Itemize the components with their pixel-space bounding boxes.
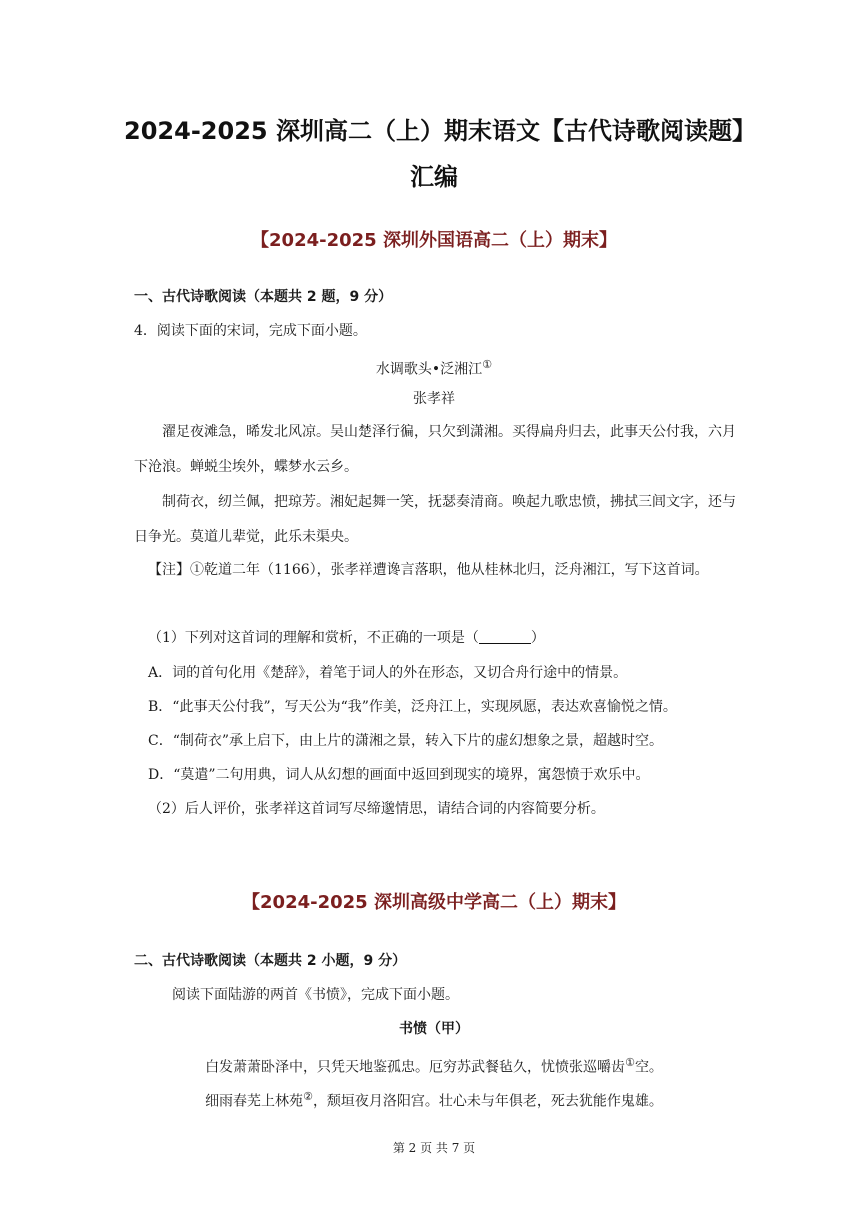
poem-title-2: 书愤（甲） (399, 1021, 469, 1037)
section-header-1: 【2024-2025 深圳外国语高二（上）期末】 (251, 230, 617, 251)
question-1-stem-close: ） (530, 630, 545, 646)
answer-blank (479, 629, 531, 644)
question-2-stem: （2）后人评价，张孝祥这首词写尽缔邈情思，请结合词的内容简要分析。 (148, 801, 605, 817)
footnote-mark: ① (625, 1056, 635, 1069)
poem-2-line-1-a: 白发萧萧卧泽中，只凭天地鉴孤忠。厄穷苏武餐毡久，忧愤张巡嚼齿 (205, 1059, 626, 1076)
poem-2-line-2 (0, 1087, 868, 1112)
page-footer: 第 2 页 共 7 页 (392, 1141, 476, 1155)
option-d: D．“莫遣”二句用典，词人从幻想的画面中返回到现实的境界，寓怨愤于欢乐中。 (148, 767, 650, 783)
poem-title-text: 水调歌头•泛湘江 (375, 361, 483, 378)
section-2-intro: 阅读下面陆游的两首《书愤》，完成下面小题。 (172, 987, 459, 1003)
part-label-2: 二、古代诗歌阅读（本题共 2 小题，9 分） (134, 953, 407, 969)
section-header-2: 【2024-2025 深圳高级中学高二（上）期末】 (242, 892, 626, 913)
option-c: C．“制荷衣”承上启下，由上片的潇湘之景，转入下片的虚幻想象之景，超越时空。 (148, 733, 664, 749)
poem-2-line-1 (0, 1053, 868, 1078)
question-1-stem (148, 628, 545, 648)
poem-2-line-1-b: 空。 (634, 1059, 663, 1076)
question-intro: 4．阅读下面的宋词，完成下面小题。 (134, 323, 367, 339)
poem-paragraph-1: 濯足夜滩急，晞发北风凉。吴山楚泽行徧，只欠到潇湘。买得扁舟归去，此事天公付我，六月下沧浪。蝉蜕尘埃外，蝶梦水云乡。 (134, 424, 736, 475)
part-label-1: 一、古代诗歌阅读（本题共 2 题，9 分） (134, 289, 393, 305)
question-1-stem-text: （1）下列对这首词的理解和赏析，不正确的一项是（ (148, 630, 479, 646)
poem-paragraph-2: 制荷衣，纫兰佩，把琼芳。湘妃起舞一笑，抚瑟奏清商。唤起九歌忠愤，拂拭三闾文字，还与日争光。莫道儿辈觉，此乐未渠央。 (134, 494, 736, 545)
poem-title-1 (0, 355, 868, 380)
poem-note: 【注】①乾道二年（1166），张孝祥遭谗言落职，他从桂林北归，泛舟湘江，写下这首词。 (148, 562, 709, 578)
option-a: A．词的首句化用《楚辞》，着笔于词人的外在形态，又切合舟行途中的情景。 (148, 665, 628, 681)
poem-2-line-2-b: ，颓垣夜月洛阳宫。壮心未与年俱老，死去犹能作鬼雄。 (312, 1093, 663, 1110)
footnote-mark: ② (303, 1090, 313, 1103)
poem-author-1: 张孝祥 (413, 391, 455, 407)
option-b: B．“此事天公付我”，写天公为“我”作美，泛舟江上，实现夙愿，表达欢喜愉悦之情。 (148, 699, 677, 715)
poem-2-line-2-a: 细雨春芜上林苑 (205, 1093, 304, 1110)
page-title: 2024-2025 深圳高二（上）期末语文【古代诗歌阅读题】汇编 (124, 117, 744, 191)
footnote-mark: ① (482, 358, 493, 371)
